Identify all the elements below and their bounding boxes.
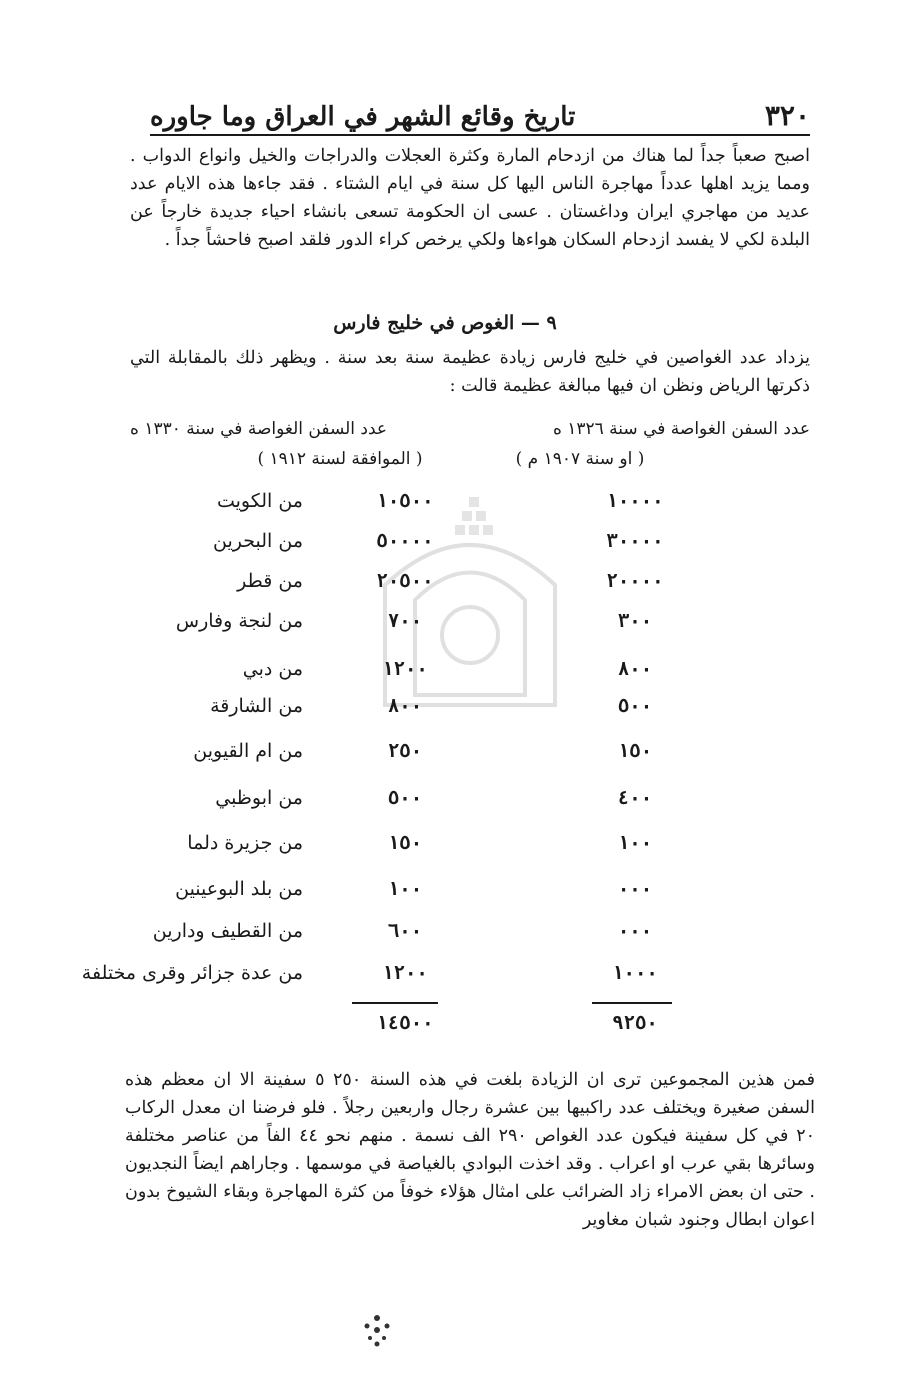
table-row <box>0 570 923 610</box>
row-value-1912: ٥٠٠٠٠ <box>376 530 434 552</box>
row-value-1912: ٢٠٥٠٠ <box>376 570 434 592</box>
row-place: من قطر <box>237 570 303 592</box>
table-row <box>0 920 923 960</box>
table-row <box>0 695 923 735</box>
row-place: من لنجة وفارس <box>175 610 303 632</box>
row-value-1907: ٣٠٠ <box>617 610 653 632</box>
page-number: ٣٢٠ <box>764 99 810 132</box>
row-value-1912: ١٢٠٠ <box>382 962 428 984</box>
row-place: من القطيف ودارين <box>152 920 303 942</box>
paragraph-3: فمن هذين المجموعين ترى ان الزيادة بلغت في هذه السنة ٢٥٠ ٥ سفينة الا ان معظم هذه السفن صغيرة ويختلف عدد راكبيها بين عشرة رجال واربعين رجلاً . فلو فرضنا ان معدل الركاب ٢٠ في كل سفينة فيكون عدد الغواص ٢٩٠ الف نسمة . منهم نحو ٤٤ الفاً من عناصر مختلفة وسائرها بقي عرب او اعراب . وقد اخذت البوادي بالغياصة في موسمها . وجاراهم ايضاً النجديون . حتى ان بعض الامراء زاد الضرائب على امثال هؤلاء خوفاً من كثرة المهاجرة وبقاء الشيوخ بدون اعوان ابطال وجنود شبان مغاوير <box>125 1070 815 1230</box>
paragraph-2: يزداد عدد الغواصين في خليج فارس زيادة عظيمة سنة بعد سنة . ويظهر ذلك بالمقابلة التي ذكرتها الرياض ونظن ان فيها مبالغة عظيمة قالت : <box>130 348 810 396</box>
row-place: من الشارقة <box>210 695 303 717</box>
col-b-heading-line1: عدد السفن الغواصة في سنة ١٣٢٦ ه <box>552 419 810 439</box>
row-value-1912: ١٥٠ <box>387 832 423 854</box>
row-value-1912: ١٢٠٠ <box>382 658 428 680</box>
row-value-1907: ١٥٠ <box>617 740 653 762</box>
row-place: من الكويت <box>216 490 303 512</box>
col-a-heading-line1: عدد السفن الغواصة في سنة ١٣٣٠ ه <box>130 419 388 439</box>
row-value-1912: ٨٠٠ <box>387 695 423 717</box>
col-a-heading-line2: ( الموافقة لسنة ١٩١٢ ) <box>257 449 423 469</box>
row-value-1912: ٧٠٠ <box>387 610 423 632</box>
row-place: من ام القيوين <box>193 740 303 762</box>
row-value-1907: ٣٠٠٠٠ <box>606 530 664 552</box>
row-value-1907: ٥٠٠ <box>617 695 653 717</box>
total-1907: ٩٢٥٠ <box>612 1012 658 1034</box>
col-b-heading-line2: ( او سنة ١٩٠٧ م ) <box>515 449 645 469</box>
running-title: تاريخ وقائع الشهر في العراق وما جاوره <box>150 102 576 132</box>
sum-rule-1907 <box>592 1002 672 1004</box>
header-rule <box>150 134 810 136</box>
row-place: من عدة جزائر وقرى مختلفة <box>81 962 303 984</box>
row-value-1907: ١٠٠٠٠ <box>606 490 664 512</box>
row-place: من بلد البوعينين <box>175 878 303 900</box>
row-value-1912: ٥٠٠ <box>387 787 423 809</box>
row-place: من جزيرة دلما <box>187 832 303 854</box>
row-value-1912: ١٠٠ <box>387 878 423 900</box>
row-value-1912: ٦٠٠ <box>387 920 423 942</box>
row-value-1912: ٢٥٠ <box>387 740 423 762</box>
row-place: من دبي <box>242 658 303 680</box>
row-value-1912: ١٠٥٠٠ <box>376 490 434 512</box>
row-value-1907: ١٠٠ <box>617 832 653 854</box>
table-row <box>0 962 923 1002</box>
sum-rule-1912 <box>352 1002 438 1004</box>
row-value-1907: ١٠٠٠ <box>612 962 658 984</box>
table-row <box>0 787 923 827</box>
page-header <box>150 82 810 132</box>
row-value-1907: ٠٠٠ <box>617 878 653 900</box>
table-row <box>0 832 923 872</box>
row-place: من ابوظبي <box>215 787 303 809</box>
row-value-1907: ٨٠٠ <box>617 658 653 680</box>
table-row <box>0 878 923 918</box>
total-1912: ١٤٥٠٠ <box>376 1012 434 1034</box>
row-place: من البحرين <box>213 530 303 552</box>
table-row <box>0 490 923 530</box>
table-row <box>0 740 923 780</box>
paragraph-1: اصبح صعباً جداً لما هناك من ازدحام المارة وكثرة العجلات والدراجات والخيل وانواع الدواب . ومما يزيد اهلها عدداً مهاجرة الناس اليها كل سنة في ايام الشتاء . فقد جاءها هذه الايام عدد عديد من مهاجري ايران وداغستان . عسى ان الحكومة تسعى بانشاء احياء جديدة خارجاً عن البلدة لكي لا يفسد ازدحام السكان هواءها ولكي يرخص كراء الدور فلقد اصبح فاحشاً جداً . <box>130 146 810 250</box>
table-row <box>0 610 923 650</box>
row-value-1907: ٠٠٠ <box>617 920 653 942</box>
row-value-1907: ٤٠٠ <box>617 787 653 809</box>
table-row <box>0 658 923 698</box>
section-title: ٩ — الغوص في خليج فارس <box>333 312 557 334</box>
row-value-1907: ٢٠٠٠٠ <box>606 570 664 592</box>
table-row <box>0 530 923 570</box>
footer-ornament-icon <box>352 1310 402 1350</box>
